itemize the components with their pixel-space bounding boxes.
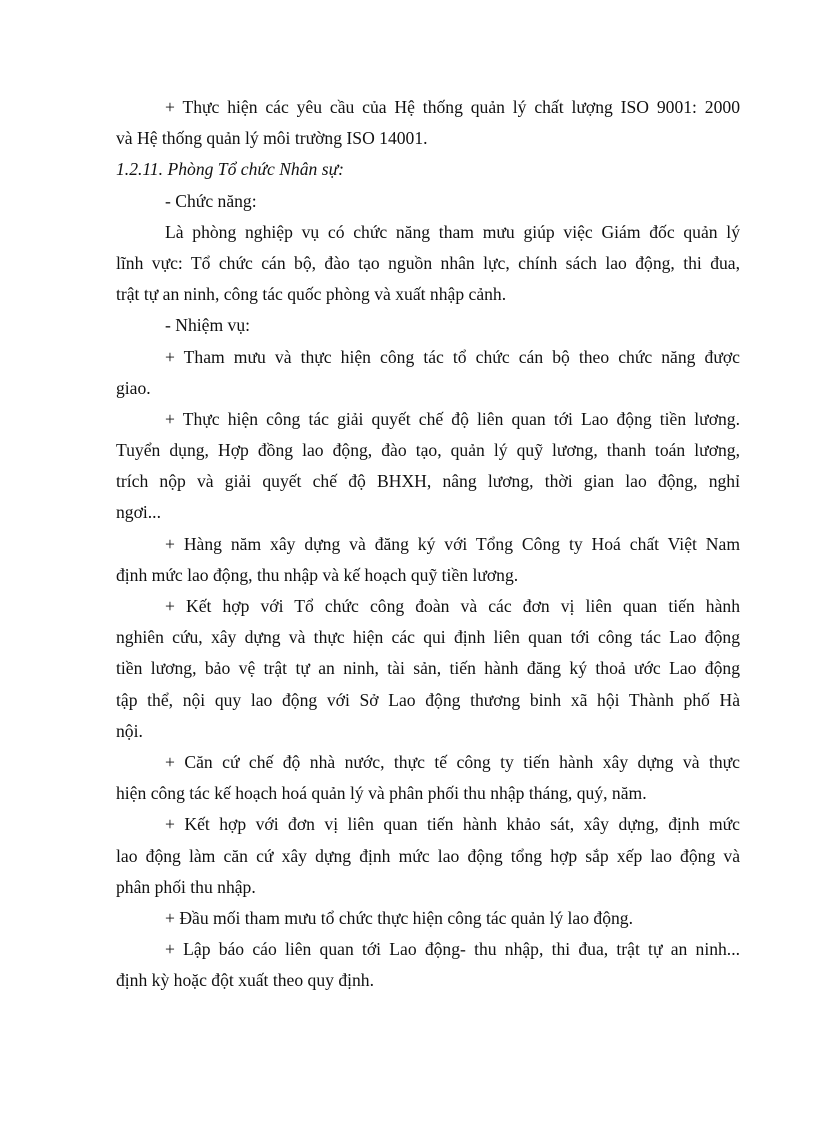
- document-body: [116, 92, 740, 996]
- paragraph-line: nghiên cứu, xây dựng và thực hiện các qui định liên quan tới công tác Lao động: [116, 627, 740, 648]
- paragraph-line: + Căn cứ chế độ nhà nước, thực tế công ty tiến hành xây dựng và thực: [165, 751, 740, 772]
- paragraph-line: + Lập báo cáo liên quan tới Lao động- thu nhập, thi đua, trật tự an ninh...: [165, 939, 740, 960]
- paragraph-line: trích nộp và giải quyết chế độ BHXH, nâng lương, thời gian lao động, nghỉ: [116, 471, 740, 492]
- paragraph-line: + Kết hợp với đơn vị liên quan tiến hành khảo sát, xây dựng, định mức: [165, 814, 740, 835]
- paragraph-line: + Hàng năm xây dựng và đăng ký với Tổng Công ty Hoá chất Việt Nam: [165, 533, 740, 554]
- paragraph-line: định mức lao động, thu nhập và kế hoạch quỹ tiền lương.: [116, 564, 519, 585]
- section-heading: 1.2.11. Phòng Tổ chức Nhân sự:: [116, 159, 345, 180]
- paragraph-line: tiền lương, bảo vệ trật tự an ninh, tài sản, tiến hành đăng ký thoả ước Lao động: [116, 658, 740, 679]
- paragraph-line: lĩnh vực: Tổ chức cán bộ, đào tạo nguồn nhân lực, chính sách lao động, thi đua,: [116, 252, 740, 273]
- paragraph-line: định kỳ hoặc đột xuất theo quy định.: [116, 970, 375, 991]
- paragraph-line: + Tham mưu và thực hiện công tác tổ chức cán bộ theo chức năng được: [165, 346, 740, 367]
- paragraph-line: nội.: [116, 720, 143, 741]
- subsection-label: - Nhiệm vụ:: [165, 315, 251, 336]
- paragraph-line: hiện công tác kế hoạch hoá quản lý và phân phối thu nhập tháng, quý, năm.: [116, 783, 647, 804]
- paragraph-line: Tuyển dụng, Hợp đồng lao động, đào tạo, quản lý quỹ lương, thanh toán lương,: [116, 440, 740, 461]
- paragraph-line: giao.: [116, 377, 151, 398]
- paragraph-line: phân phối thu nhập.: [116, 876, 256, 897]
- paragraph-line: + Thực hiện các yêu cầu của Hệ thống quản lý chất lượng ISO 9001: 2000: [165, 97, 740, 117]
- paragraph-line: ngơi...: [116, 502, 161, 523]
- paragraph-line: trật tự an ninh, công tác quốc phòng và xuất nhập cảnh.: [116, 284, 507, 305]
- paragraph-line: tập thể, nội quy lao động với Sở Lao động thương binh xã hội Thành phố Hà: [116, 689, 740, 710]
- paragraph-line: + Thực hiện công tác giải quyết chế độ liên quan tới Lao động tiền lương.: [165, 408, 740, 429]
- subsection-label: - Chức năng:: [165, 190, 257, 211]
- paragraph-line: lao động làm căn cứ xây dựng định mức lao động tổng hợp sắp xếp lao động và: [116, 845, 740, 866]
- paragraph-line: Là phòng nghiệp vụ có chức năng tham mưu giúp việc Giám đốc quản lý: [165, 221, 740, 242]
- paragraph-line: + Đầu mối tham mưu tổ chức thực hiện công tác quản lý lao động.: [165, 907, 634, 928]
- paragraph-line: và Hệ thống quản lý môi trường ISO 14001.: [116, 128, 428, 149]
- paragraph-line: + Kết hợp với Tổ chức công đoàn và các đơn vị liên quan tiến hành: [165, 596, 740, 616]
